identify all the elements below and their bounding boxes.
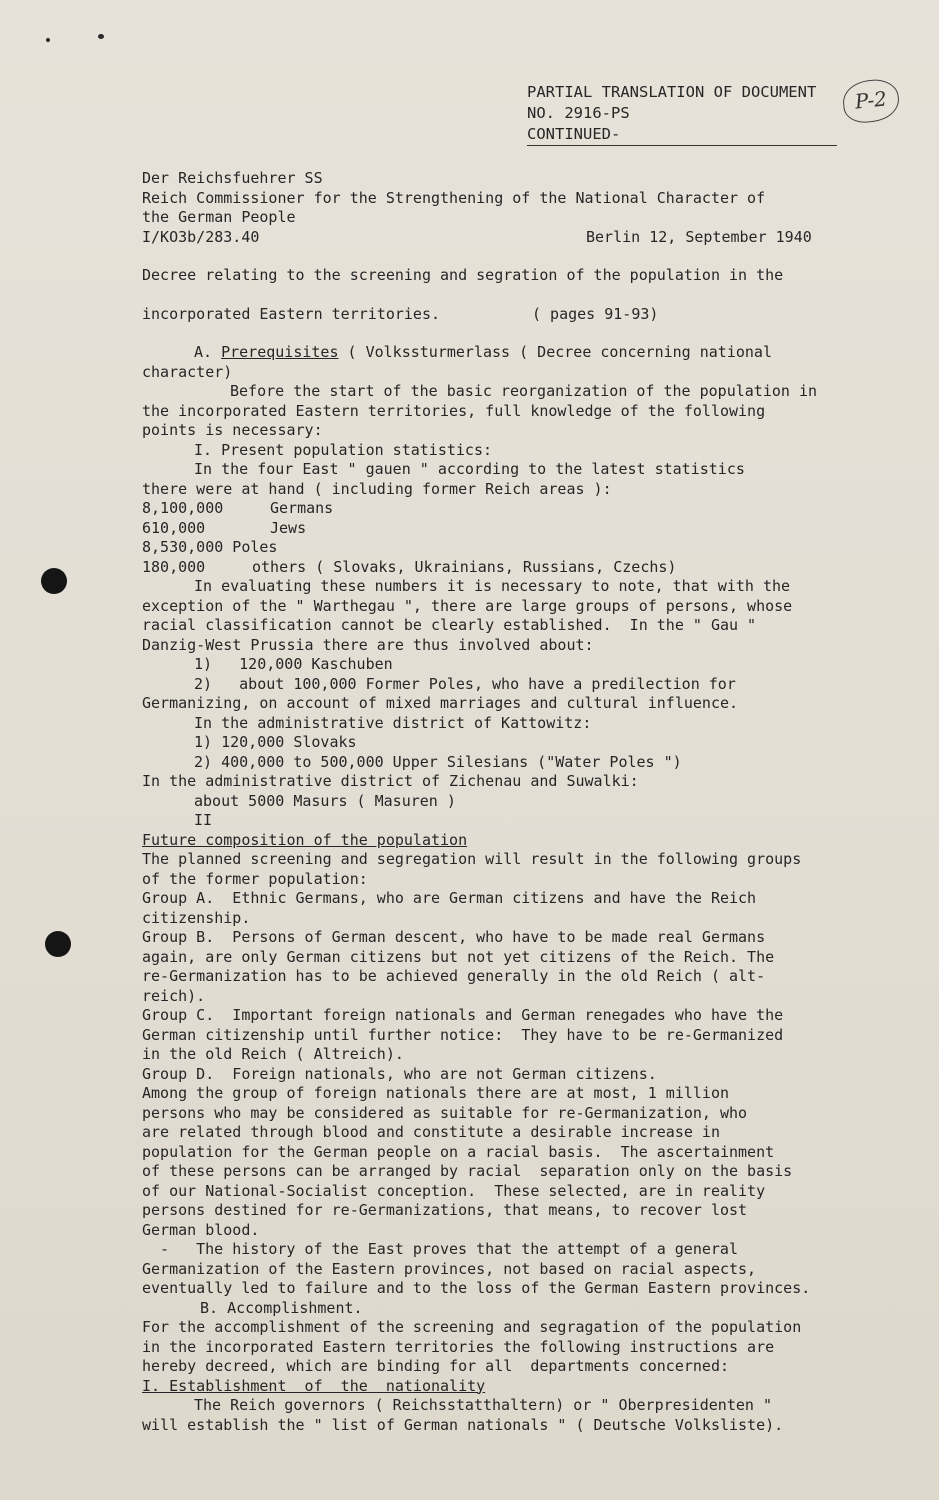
- place-date: Berlin 12, September 1940: [586, 227, 812, 246]
- paragraph-line: of our National-Socialist conception. These selected, are in reality: [142, 1181, 766, 1200]
- paragraph-line: - The history of the East proves that the attempt of a general: [160, 1240, 738, 1258]
- paragraph-line: persons who may be considered as suitable for re-Germanization, who: [142, 1103, 748, 1122]
- paragraph-line: The planned screening and segregation will result in the following groups: [142, 850, 802, 868]
- pages-ref: ( pages 91-93): [532, 304, 659, 323]
- reference-row: [142, 228, 872, 248]
- paragraph-line: of these persons can be arranged by racial separation only on the basis: [142, 1162, 793, 1180]
- header-doc-number: NO. 2916-PS: [527, 104, 630, 122]
- paragraph-line: will establish the " list of German nationals " ( Deutsche Volksliste).: [142, 1415, 784, 1434]
- paragraph-line: Group B. Persons of German descent, who have to be made real Germans: [142, 928, 766, 946]
- paragraph-line: Group D. Foreign nationals, who are not German citizens.: [142, 1064, 657, 1083]
- paragraph-line: For the accomplishment of the screening and segragation of the population: [142, 1318, 802, 1336]
- document-header: [527, 82, 837, 146]
- paragraph-line: In evaluating these numbers it is necessary to note, that with the: [194, 577, 791, 595]
- paragraph-line: eventually led to failure and to the loss of the German Eastern provinces.: [142, 1279, 811, 1297]
- paragraph-line: Group A. Ethnic Germans, who are German citizens and have the Reich: [142, 889, 757, 907]
- list-item: about 5000 Masurs ( Masuren ): [194, 791, 456, 810]
- paragraph-line: there were at hand ( including former Reich areas ):: [142, 479, 612, 498]
- addressee-line: Der Reichsfuehrer SS: [142, 169, 323, 187]
- paragraph-line: again, are only German citizens but not yet citizens of the Reich. The: [142, 947, 775, 966]
- paragraph-line: population for the German people on a racial basis. The ascertainment: [142, 1142, 775, 1161]
- paragraph-line: In the administrative district of Zichenau and Suwalki:: [142, 772, 639, 790]
- paragraph-line: reich).: [142, 986, 206, 1005]
- section-b-heading: B. Accomplishment.: [200, 1298, 363, 1317]
- paragraph-line: re-Germanization has to be achieved generally in the old Reich ( alt-: [142, 967, 766, 985]
- paragraph-line: hereby decreed, which are binding for all departments concerned:: [142, 1357, 729, 1375]
- establishment-heading: I. Establishment of the nationality: [142, 1376, 486, 1395]
- list-item: 2) 400,000 to 500,000 Upper Silesians ("Water Poles "): [194, 752, 682, 771]
- paragraph-line: points is necessary:: [142, 421, 323, 439]
- paragraph-line: German citizenship until further notice: They have to be re-Germanized: [142, 1025, 784, 1044]
- header-continued: CONTINUED-: [527, 124, 837, 146]
- stat-row: 180,000 others ( Slovaks, Ukrainians, Russians, Czechs): [142, 557, 677, 576]
- decree-title-cont: incorporated Eastern territories. ( pages 91-93): [142, 304, 659, 323]
- paragraph-line: The Reich governors ( Reichsstatthaltern) or " Oberpresidenten ": [194, 1396, 772, 1414]
- document-body: [142, 169, 872, 1435]
- paragraph-line: racial classification cannot be clearly established. In the " Gau ": [142, 616, 757, 634]
- decree-title: Decree relating to the screening and segration of the population in the: [142, 266, 784, 284]
- paragraph-line: Among the group of foreign nationals there are at most, 1 million: [142, 1084, 729, 1102]
- section-a-heading: A. Prerequisites ( Volkssturmerlass ( Decree concerning national: [194, 343, 772, 361]
- paragraph-line: German blood.: [142, 1220, 260, 1239]
- point-i: I. Present population statistics:: [194, 440, 493, 459]
- list-item: 2) about 100,000 Former Poles, who have a predilection for: [194, 674, 736, 693]
- paragraph-line: Group C. Important foreign nationals and German renegades who have the: [142, 1006, 784, 1024]
- paragraph-line: Germanizing, on account of mixed marriages and cultural influence.: [142, 694, 739, 712]
- page-stamp: P-2: [841, 77, 901, 125]
- future-heading: Future composition of the population: [142, 830, 468, 849]
- addressee-line: the German People: [142, 208, 296, 226]
- paragraph-line: Before the start of the basic reorganization of the population in: [230, 382, 817, 400]
- paragraph-line: In the administrative district of Kattowitz:: [194, 713, 592, 732]
- ink-speck: [98, 34, 104, 39]
- paragraph-line: exception of the " Warthegau ", there are large groups of persons, whose: [142, 596, 793, 615]
- paragraph-line: persons destined for re-Germanizations, that means, to recover lost: [142, 1201, 748, 1219]
- addressee-line: Reich Commissioner for the Strengthening of the National Character of: [142, 188, 766, 207]
- paragraph-line: citizenship.: [142, 908, 251, 927]
- paragraph-line: In the four East " gauen " according to the latest statistics: [194, 460, 745, 478]
- list-item: 1) 120,000 Kaschuben: [194, 655, 393, 673]
- paragraph-line: of the former population:: [142, 869, 368, 888]
- punch-hole-top: [41, 568, 67, 594]
- paragraph-line: character): [142, 362, 233, 381]
- section-number: II: [194, 811, 213, 829]
- header-title: PARTIAL TRANSLATION OF DOCUMENT: [527, 83, 817, 101]
- stat-row: 8,530,000 Poles: [142, 538, 278, 556]
- list-item: 1) 120,000 Slovaks: [194, 733, 357, 751]
- paragraph-line: the incorporated Eastern territories, full knowledge of the following: [142, 401, 766, 420]
- paragraph-line: in the old Reich ( Altreich).: [142, 1045, 404, 1063]
- punch-hole-bottom: [45, 931, 71, 957]
- stat-row: 610,000 Jews: [142, 518, 307, 537]
- stat-row: 8,100,000 Germans: [142, 499, 334, 517]
- paragraph-line: Danzig-West Prussia there are thus involved about:: [142, 635, 594, 654]
- paragraph-line: are related through blood and constitute a desirable increase in: [142, 1123, 720, 1141]
- ink-speck: [46, 38, 50, 42]
- paragraph-line: Germanization of the Eastern provinces, not based on racial aspects,: [142, 1259, 757, 1278]
- reference-number: I/KO3b/283.40: [142, 227, 260, 246]
- paragraph-line: in the incorporated Eastern territories the following instructions are: [142, 1337, 775, 1356]
